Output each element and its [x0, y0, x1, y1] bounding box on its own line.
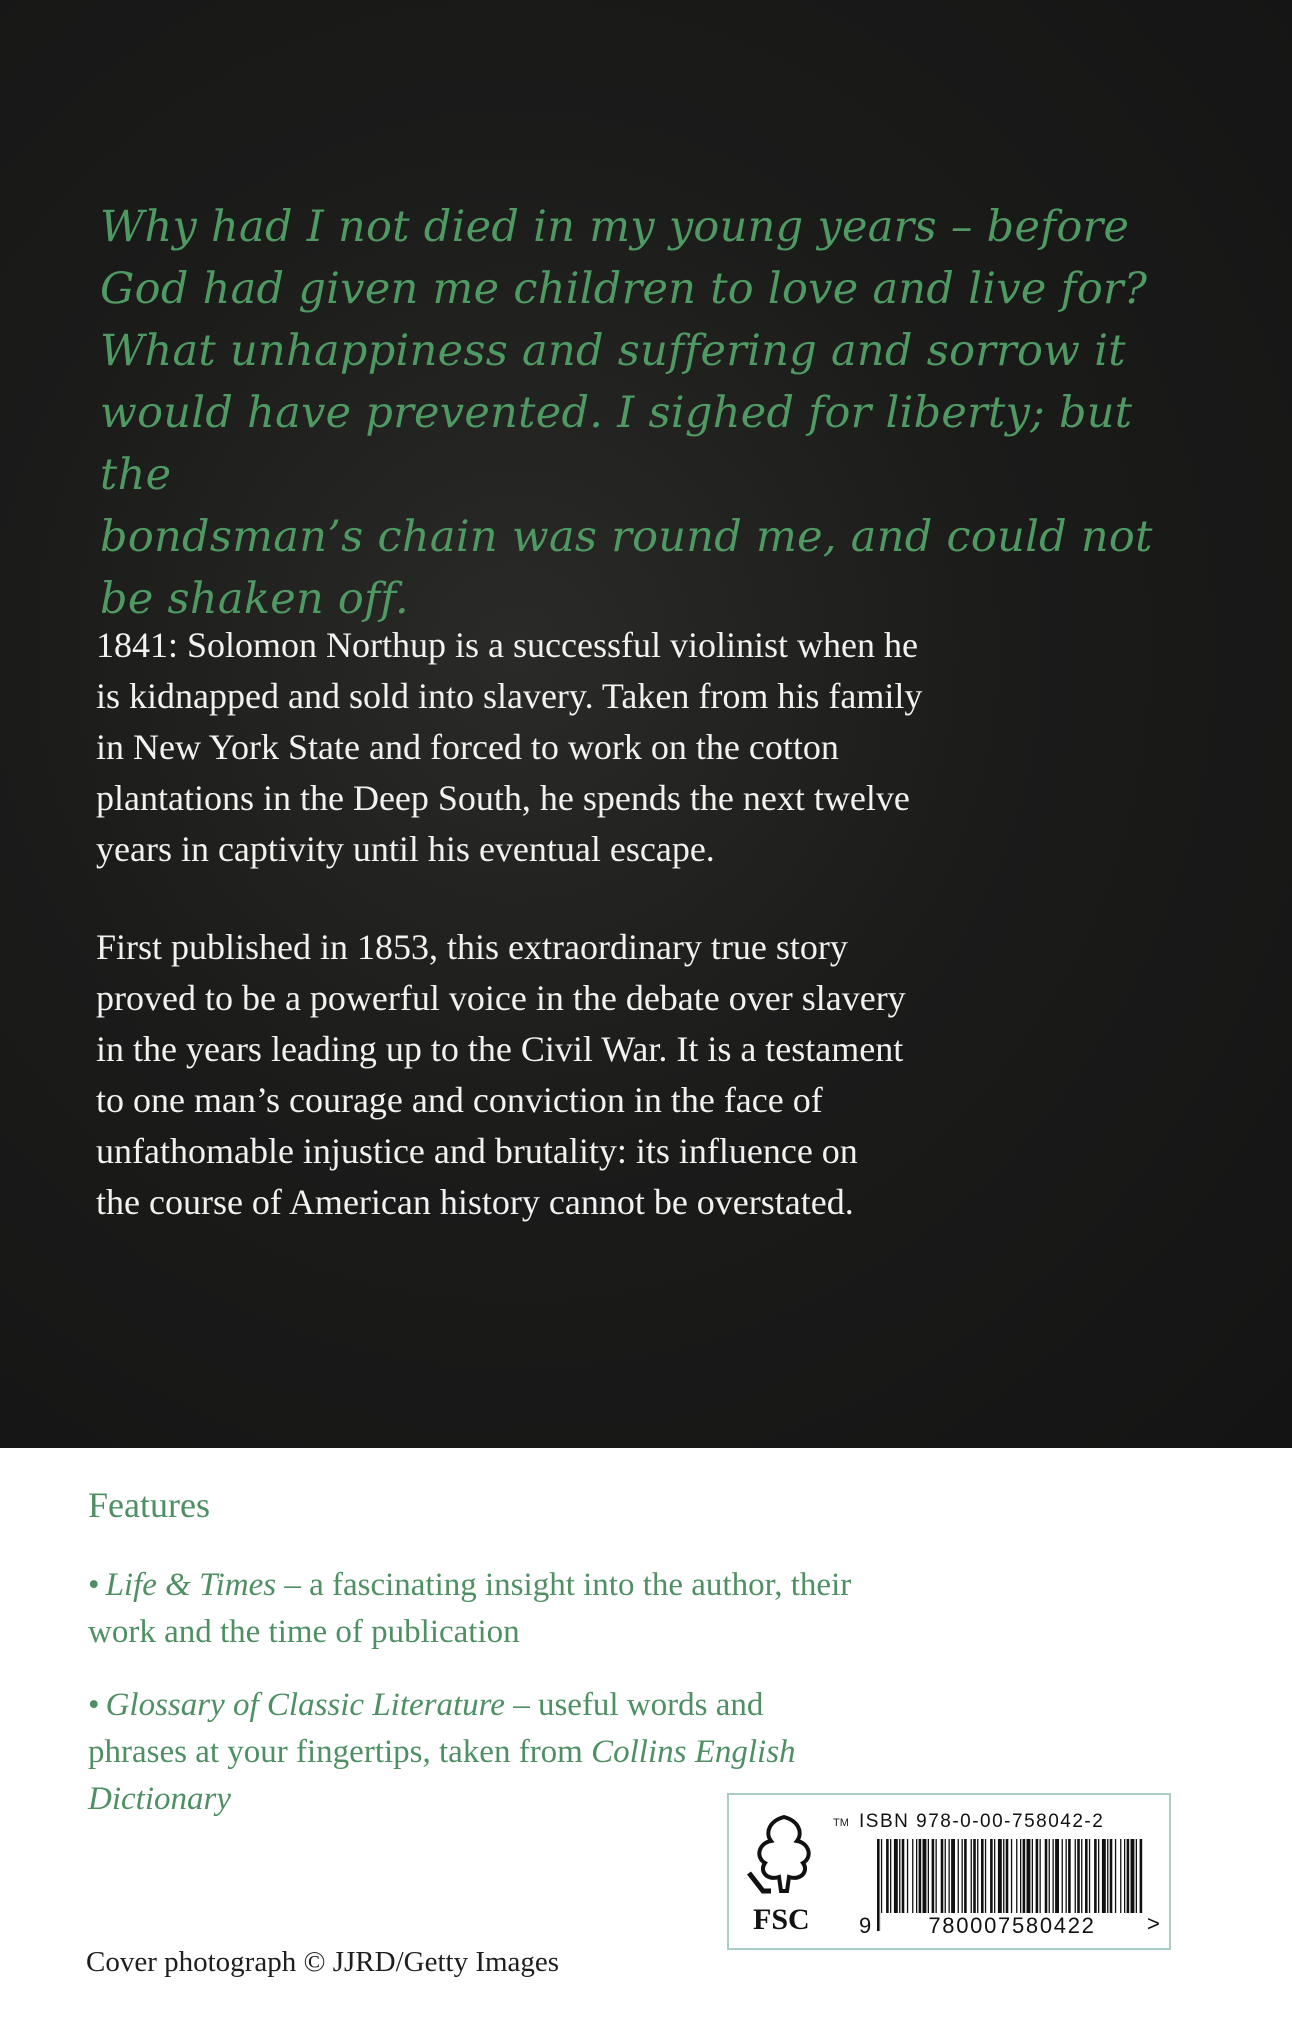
barcode-bar — [1131, 1839, 1135, 1915]
barcode-bar — [928, 1839, 929, 1915]
fsc-tree-logo-icon — [741, 1811, 827, 1897]
barcode-bar — [1049, 1839, 1050, 1915]
barcode-bar — [923, 1839, 927, 1915]
barcode-bar — [1077, 1839, 1080, 1915]
feature-description: – a fascinating insight into the author, their work and the time of publication — [88, 1567, 852, 1650]
barcode-bar — [912, 1839, 913, 1915]
barcode-bar — [1107, 1839, 1108, 1915]
barcode-bar — [890, 1839, 891, 1915]
barcode-bar — [1081, 1839, 1082, 1915]
barcode-bar — [973, 1839, 976, 1915]
pull-quote: Why had I not died in my young years – before God had given me children to love and live for? What unhappiness and suffering and sorrow it would have prevented. I sighed for liberty; but the bondsman’s chain was round me, and could not be shaken off. — [100, 202, 1153, 624]
barcode-bar — [1124, 1839, 1125, 1915]
barcode-bar — [1127, 1839, 1130, 1915]
feature-title: Glossary of Classic Literature — [105, 1687, 505, 1723]
barcode-bar — [994, 1839, 995, 1915]
barcode-bar — [907, 1839, 908, 1915]
bullet-icon: • — [88, 1567, 100, 1603]
barcode-bar — [886, 1839, 889, 1915]
barcode-bar — [981, 1839, 984, 1915]
barcode-bar — [951, 1839, 955, 1915]
barcode-bar — [932, 1839, 935, 1915]
barcode-bar — [902, 1839, 905, 1915]
barcode-bar — [1066, 1839, 1067, 1915]
barcode-bar — [1062, 1839, 1063, 1915]
barcode-bar — [1027, 1839, 1031, 1915]
feature-source: Collins English Dictionary — [88, 1734, 796, 1817]
bullet-icon: • — [88, 1687, 100, 1723]
barcode-bar — [945, 1839, 946, 1915]
synopsis-paragraph: 1841: Solomon Northup is a successful violinist when he is kidnapped and sold into slavery. Taken from his family in New York State and forced to work on the cotton plantations in the Deep South, he spends the next twelve years in captivity until his eventual escape. — [96, 625, 923, 869]
cover-photo-credit: Cover photograph © JJRD/Getty Images — [86, 1946, 560, 1978]
barcode-bar — [877, 1839, 880, 1931]
barcode-bar — [1023, 1839, 1026, 1915]
barcode-bar — [962, 1839, 963, 1915]
feature-title: Life & Times — [105, 1567, 277, 1603]
barcode-bar — [964, 1839, 967, 1915]
barcode-bar — [1011, 1839, 1012, 1915]
barcode-bar — [971, 1839, 972, 1915]
barcode-bar — [1120, 1839, 1121, 1915]
barcode-bar — [977, 1839, 978, 1915]
feature-item-life-and-times — [88, 1562, 868, 1656]
barcode-bar — [1102, 1839, 1106, 1915]
barcode-bar — [899, 1839, 900, 1915]
barcode-bar — [1032, 1839, 1033, 1915]
barcode-bar — [1085, 1839, 1088, 1915]
barcode-bar — [1053, 1839, 1054, 1915]
trademark-mark: TM — [833, 1817, 849, 1829]
barcode-bar — [1136, 1839, 1137, 1915]
barcode-bar — [990, 1839, 993, 1915]
features-heading: Features — [88, 1485, 210, 1525]
barcode-bar — [936, 1839, 937, 1915]
barcode-digits: 780007580422 — [881, 1913, 1143, 1939]
barcode-bar — [1089, 1839, 1090, 1915]
barcode-bar — [1094, 1839, 1097, 1915]
isbn-number: ISBN 978-0-00-758042-2 — [859, 1811, 1105, 1832]
barcode-bar — [958, 1839, 959, 1915]
barcode-bar — [894, 1839, 898, 1915]
barcode-bar — [1003, 1839, 1004, 1915]
barcode-first-digit: 9 — [859, 1913, 872, 1938]
barcode-bar — [1016, 1839, 1017, 1915]
barcode-bar — [1055, 1839, 1059, 1915]
barcode-bar — [1040, 1839, 1041, 1915]
barcode-bar — [949, 1839, 950, 1915]
barcode-bar — [1036, 1839, 1039, 1915]
barcode-bar — [916, 1839, 917, 1915]
barcode-bar — [941, 1839, 944, 1915]
barcode-bar — [1045, 1839, 1048, 1915]
barcode-block — [727, 1793, 1171, 1950]
barcode-bar — [919, 1839, 922, 1915]
barcode-bar — [998, 1839, 1002, 1915]
publication-paragraph: First published in 1853, this extraordinary true story proved to be a powerful voice in the debate over slavery in the years leading up to the Civil War. It is a testament to one man’s courage and conviction in the face of unfathomable injustice and brutality: its influence on the course of American history cannot be overstated. — [96, 927, 906, 1222]
barcode-bar — [1075, 1839, 1076, 1915]
barcode-bar — [1068, 1839, 1071, 1915]
barcode-bar — [1110, 1839, 1113, 1915]
barcode-bar — [1098, 1839, 1099, 1915]
feature-description: – useful words and phrases at your fingertips, taken from — [88, 1687, 764, 1770]
barcode-arrow: > — [1147, 1911, 1160, 1936]
fsc-label: FSC — [753, 1903, 810, 1936]
barcode-bar — [985, 1839, 986, 1915]
barcode-bar — [1115, 1839, 1116, 1915]
barcode-bar — [1020, 1839, 1021, 1915]
